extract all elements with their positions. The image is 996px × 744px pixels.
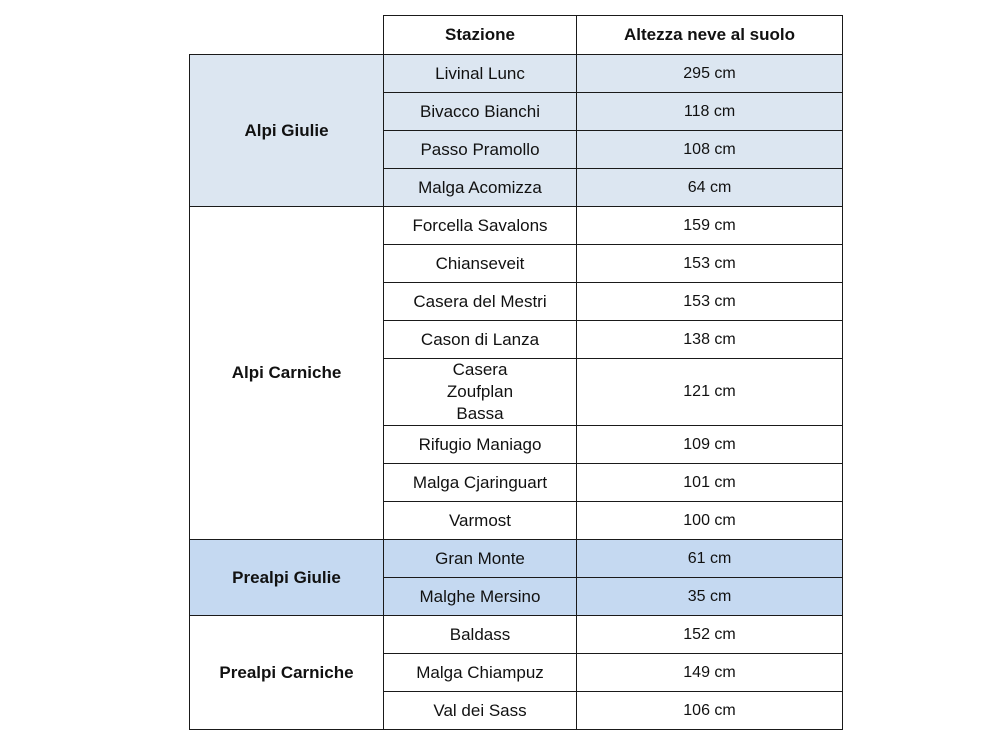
snow-depth-table xyxy=(189,15,843,730)
station-name: Malga Acomizza xyxy=(384,169,577,207)
snow-depth-value: 64 cm xyxy=(577,169,843,207)
snow-depth-value: 109 cm xyxy=(577,426,843,464)
station-name: Bivacco Bianchi xyxy=(384,93,577,131)
station-name: Rifugio Maniago xyxy=(384,426,577,464)
group-label-prealpi-giulie: Prealpi Giulie xyxy=(190,540,384,616)
station-name: Passo Pramollo xyxy=(384,131,577,169)
table-row xyxy=(190,540,843,578)
snow-depth-value: 108 cm xyxy=(577,131,843,169)
station-name: Val dei Sass xyxy=(384,692,577,730)
snow-depth-value: 152 cm xyxy=(577,616,843,654)
header-row xyxy=(190,16,843,55)
station-name: Livinal Lunc xyxy=(384,55,577,93)
snow-depth-value: 121 cm xyxy=(577,359,843,426)
group-label-alpi-giulie: Alpi Giulie xyxy=(190,55,384,207)
station-name: Varmost xyxy=(384,502,577,540)
snow-depth-value: 35 cm xyxy=(577,578,843,616)
station-name: Casera Zoufplan Bassa xyxy=(384,359,577,426)
station-name: Gran Monte xyxy=(384,540,577,578)
snow-depth-value: 61 cm xyxy=(577,540,843,578)
station-name: Chianseveit xyxy=(384,245,577,283)
snow-depth-value: 100 cm xyxy=(577,502,843,540)
snow-depth-value: 118 cm xyxy=(577,93,843,131)
snow-depth-value: 149 cm xyxy=(577,654,843,692)
group-label-alpi-carniche: Alpi Carniche xyxy=(190,207,384,540)
table-row xyxy=(190,55,843,93)
snow-depth-value: 153 cm xyxy=(577,245,843,283)
station-name: Cason di Lanza xyxy=(384,321,577,359)
header-corner xyxy=(190,16,384,55)
snow-depth-value: 159 cm xyxy=(577,207,843,245)
station-name: Forcella Savalons xyxy=(384,207,577,245)
station-name: Casera del Mestri xyxy=(384,283,577,321)
snow-depth-value: 295 cm xyxy=(577,55,843,93)
table-row xyxy=(190,616,843,654)
snow-depth-value: 106 cm xyxy=(577,692,843,730)
station-name: Malghe Mersino xyxy=(384,578,577,616)
table-row xyxy=(190,207,843,245)
group-label-prealpi-carniche: Prealpi Carniche xyxy=(190,616,384,730)
station-name: Malga Chiampuz xyxy=(384,654,577,692)
snow-depth-value: 138 cm xyxy=(577,321,843,359)
header-snow-depth: Altezza neve al suolo xyxy=(577,16,843,55)
snow-depth-value: 101 cm xyxy=(577,464,843,502)
snow-depth-value: 153 cm xyxy=(577,283,843,321)
header-station: Stazione xyxy=(384,16,577,55)
station-name: Malga Cjaringuart xyxy=(384,464,577,502)
station-name: Baldass xyxy=(384,616,577,654)
